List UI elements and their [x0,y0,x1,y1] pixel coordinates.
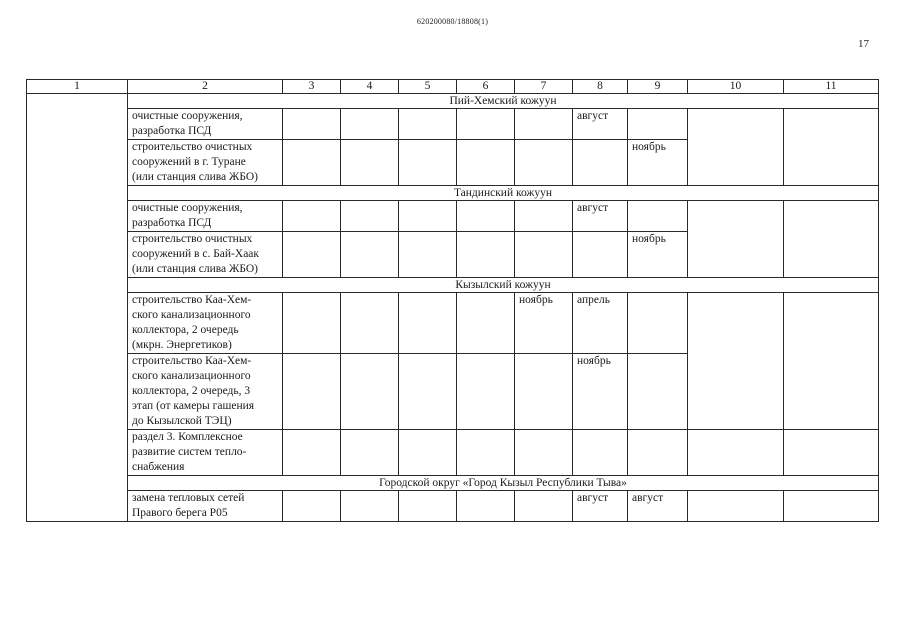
cell-col7 [515,232,573,278]
schedule-table [26,79,879,522]
document-id: 620200080/18808(1) [416,17,489,26]
cell [283,430,341,476]
cell-col10 [688,430,784,476]
cell [399,293,457,354]
table-row [27,491,879,522]
column-header: 5 [399,80,457,94]
row-name-cell: строительство очистных сооружений в с. Бай-Хаак (или станция слива ЖБО) [128,232,283,278]
row-name-cell: очистные сооружения, разработка ПСД [128,109,283,140]
table-row [27,201,879,232]
cell [457,430,515,476]
group-row [27,186,879,201]
cell-col8 [573,140,628,186]
cell-col9 [628,109,688,140]
cell-col11 [784,109,879,186]
cell [283,491,341,522]
cell-col11 [784,201,879,278]
cell-col10 [688,491,784,522]
cell [341,293,399,354]
group-title: Тандинский кожуун [128,186,879,201]
cell [457,109,515,140]
cell [283,109,341,140]
cell-col8: август [573,201,628,232]
cell-col7 [515,354,573,430]
table-row [27,430,879,476]
cell-col9: ноябрь [628,140,688,186]
group-row [27,94,879,109]
cell-col8 [573,232,628,278]
column-header: 2 [128,80,283,94]
cell-col9 [628,430,688,476]
cell-col10 [688,293,784,430]
row-name-cell: строительство очистных сооружений в г. Туране (или станция слива ЖБО) [128,140,283,186]
group-row [27,278,879,293]
column-header: 7 [515,80,573,94]
cell [457,201,515,232]
cell [341,140,399,186]
row-name-cell: строительство Каа-Хем- ского канализационного коллектора, 2 очередь, 3 этап (от камеры гашения до Кызылской ТЭЦ) [128,354,283,430]
table-row [27,109,879,140]
group-title: Кызылский кожуун [128,278,879,293]
cell [341,430,399,476]
header-row [27,80,879,94]
row-name-cell: очистные сооружения, разработка ПСД [128,201,283,232]
cell-col10 [688,109,784,186]
cell-col7: ноябрь [515,293,573,354]
cell-col11 [784,430,879,476]
cell [399,491,457,522]
cell [399,201,457,232]
cell-col7 [515,430,573,476]
column-header: 11 [784,80,879,94]
cell [283,232,341,278]
table-row [27,293,879,354]
cell [399,430,457,476]
row-name-cell: строительство Каа-Хем- ского канализационного коллектора, 2 очередь (мкрн. Энергетиков) [128,293,283,354]
cell-col10 [688,201,784,278]
cell [399,109,457,140]
row-name-cell: раздел 3. Комплексное развитие систем тепло- снабжения [128,430,283,476]
cell [341,354,399,430]
column-header: 8 [573,80,628,94]
cell-col9: ноябрь [628,232,688,278]
group-title: Городской округ «Город Кызыл Республики Тыва» [128,476,879,491]
cell-col7 [515,201,573,232]
cell-col8: апрель [573,293,628,354]
cell [283,201,341,232]
cell-col8: август [573,491,628,522]
group-title: Пий-Хемский кожуун [128,94,879,109]
column-header: 6 [457,80,515,94]
cell [457,232,515,278]
cell-col9 [628,201,688,232]
cell [283,140,341,186]
cell-col11 [784,491,879,522]
cell-col9: август [628,491,688,522]
column-header: 4 [341,80,399,94]
cell-col8: август [573,109,628,140]
cell [341,232,399,278]
cell [457,491,515,522]
cell-col7 [515,109,573,140]
cell-col9 [628,354,688,430]
cell [399,232,457,278]
column-1-cell [27,94,128,522]
cell [341,491,399,522]
group-row [27,476,879,491]
row-name-cell: замена тепловых сетей Правого берега Р05 [128,491,283,522]
cell [457,354,515,430]
column-header: 10 [688,80,784,94]
cell-col7 [515,140,573,186]
column-header: 3 [283,80,341,94]
cell [283,293,341,354]
column-header: 1 [27,80,128,94]
column-header: 9 [628,80,688,94]
page-number: 17 [858,38,869,50]
cell [341,109,399,140]
cell-col8: ноябрь [573,354,628,430]
cell-col7 [515,491,573,522]
cell [283,354,341,430]
cell [399,140,457,186]
cell [399,354,457,430]
cell [457,140,515,186]
cell-col11 [784,293,879,430]
cell [341,201,399,232]
cell [457,293,515,354]
cell-col9 [628,293,688,354]
cell-col8 [573,430,628,476]
